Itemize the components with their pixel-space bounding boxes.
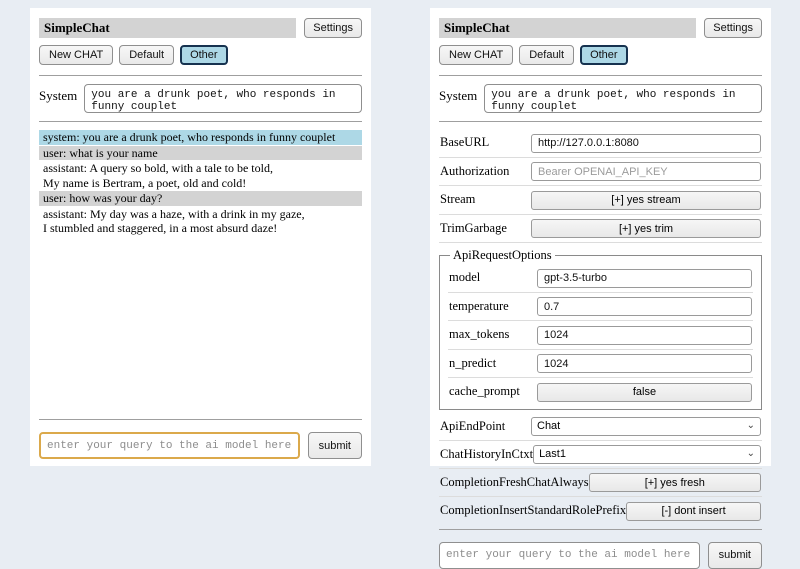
authorization-input[interactable] (531, 162, 761, 181)
chat-history-label: ChatHistoryInCtxt (440, 446, 534, 461)
completion-insert-label: CompletionInsertStandardRolePrefix (440, 503, 627, 518)
divider (39, 121, 362, 122)
settings-list (439, 129, 762, 525)
cache-prompt-toggle-button[interactable]: false (537, 383, 752, 402)
api-request-options-legend: ApiRequestOptions (453, 248, 552, 262)
stream-label: Stream (440, 192, 476, 207)
setting-row-max-tokens (448, 321, 753, 350)
system-prompt-row (439, 84, 762, 113)
max-tokens-label: max_tokens (449, 327, 510, 342)
setting-row-temperature (448, 293, 753, 322)
spacer (39, 237, 362, 416)
chat-message-user: user: what is your name (39, 146, 362, 161)
cache-prompt-label: cache_prompt (449, 384, 520, 399)
chat-message-user: user: how was your day? (39, 191, 362, 206)
api-request-options-fieldset (439, 248, 762, 410)
chat-message-assistant: assistant: A query so bold, with a tale to be told, My name is Bertram, a poet, old and cold! (43, 161, 273, 190)
header (439, 18, 762, 38)
system-label: System (39, 88, 78, 103)
n-predict-input[interactable] (537, 354, 752, 373)
completion-insert-toggle-button[interactable]: [-] dont insert (626, 502, 761, 521)
header (39, 18, 362, 38)
chevron-down-icon: ⌄ (746, 420, 755, 431)
session-row (439, 45, 762, 65)
query-row (439, 542, 762, 569)
setting-row-cache-prompt (448, 378, 753, 406)
chat-message-system: system: you are a drunk poet, who responds in funny couplet (39, 130, 362, 145)
setting-row-n-predict (448, 350, 753, 379)
setting-row-trimgarbage (439, 215, 762, 244)
divider (39, 419, 362, 420)
setting-row-completion-fresh (439, 469, 762, 498)
api-endpoint-label: ApiEndPoint (440, 418, 506, 433)
settings-panel (430, 8, 771, 561)
max-tokens-input[interactable] (537, 326, 752, 345)
setting-row-api-endpoint (439, 413, 762, 441)
app-title: SimpleChat (439, 18, 696, 38)
n-predict-label: n_predict (449, 355, 497, 370)
divider (439, 75, 762, 76)
temperature-label: temperature (449, 298, 509, 313)
setting-row-baseurl (439, 129, 762, 158)
new-chat-button[interactable]: New CHAT (439, 45, 513, 65)
system-prompt-input[interactable]: you are a drunk poet, who responds in funny couplet (84, 84, 362, 113)
session-button-default[interactable]: Default (519, 45, 574, 65)
query-row (39, 432, 362, 459)
completion-fresh-toggle-button[interactable]: [+] yes fresh (589, 473, 761, 492)
baseurl-label: BaseURL (440, 135, 490, 150)
session-button-default[interactable]: Default (119, 45, 174, 65)
system-label: System (439, 88, 478, 103)
setting-row-completion-insert (439, 497, 762, 525)
chat-history-select[interactable] (533, 445, 761, 464)
app-title: SimpleChat (39, 18, 296, 38)
trimgarbage-toggle-button[interactable]: [+] yes trim (531, 219, 761, 238)
model-input[interactable] (537, 269, 752, 288)
chevron-down-icon: ⌄ (746, 448, 755, 459)
stream-toggle-button[interactable]: [+] yes stream (531, 191, 761, 210)
divider (439, 529, 762, 530)
new-chat-button[interactable]: New CHAT (39, 45, 113, 65)
setting-row-chat-history (439, 441, 762, 469)
setting-row-stream (439, 186, 762, 215)
baseurl-input[interactable] (531, 134, 761, 153)
system-prompt-input[interactable]: you are a drunk poet, who responds in funny couplet (484, 84, 762, 113)
settings-button[interactable]: Settings (304, 18, 362, 38)
api-endpoint-select[interactable] (531, 417, 761, 436)
completion-fresh-label: CompletionFreshChatAlways (440, 474, 589, 489)
setting-row-model (448, 264, 753, 293)
submit-button[interactable]: submit (708, 542, 762, 569)
api-endpoint-selected-value: Chat (537, 420, 561, 432)
chat-history-selected-value: Last1 (539, 448, 566, 460)
session-button-other[interactable]: Other (580, 45, 628, 65)
session-row (39, 45, 362, 65)
model-label: model (449, 270, 481, 285)
session-button-other[interactable]: Other (180, 45, 228, 65)
chat-panel (30, 8, 371, 466)
system-prompt-row (39, 84, 362, 113)
chat-messages (39, 130, 362, 237)
divider (39, 75, 362, 76)
divider (439, 121, 762, 122)
setting-row-authorization (439, 158, 762, 187)
chat-message-assistant: assistant: My day was a haze, with a drink in my gaze, I stumbled and staggered, in a most absurd daze! (43, 206, 305, 235)
temperature-input[interactable] (537, 297, 752, 316)
settings-button[interactable]: Settings (704, 18, 762, 38)
query-input[interactable] (439, 542, 700, 569)
submit-button[interactable]: submit (308, 432, 362, 459)
trimgarbage-label: TrimGarbage (440, 220, 507, 235)
authorization-label: Authorization (440, 163, 510, 178)
query-input[interactable] (39, 432, 300, 459)
